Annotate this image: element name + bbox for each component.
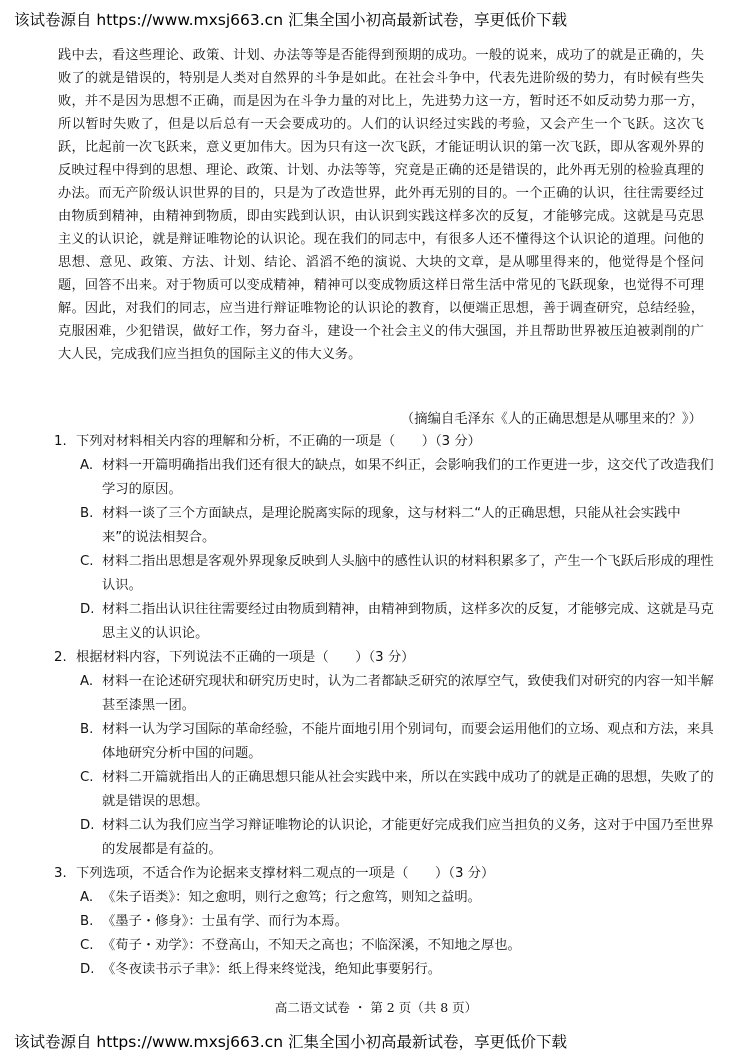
question-stem: 根据材料内容，下列说法不正确的一项是（ ）（3 分） [76, 650, 415, 665]
option-b: B. 材料一认为学习国际的革命经验，不能片面地引用个别词句，而要会运用他们的立场、观点和方法，来具体地研究分析中国的问题。 [80, 722, 714, 761]
option-a: A. 《朱子语类》：知之愈明，则行之愈笃；行之愈笃，则知之益明。 [80, 890, 481, 905]
source-banner-top: 该试卷源自 https://www.mxsj663.cn 汇集全国小初高最新试卷，享更低价下载 [14, 11, 567, 29]
passage-source: （摘编自毛泽东《人的正确思想是从哪里来的？》） [400, 412, 702, 427]
option-c: C. 《荀子・劝学》：不登高山，不知天之高也；不临深溪，不知地之厚也。 [80, 938, 521, 953]
option-c: C. 材料二开篇就指出人的正确思想只能从社会实践中来，所以在实践中成功了的就是正确的思想，失败了的就是错误的思想。 [80, 770, 714, 809]
option-d: D. 《冬夜读书示子聿》：纸上得来终觉浅，绝知此事要躬行。 [80, 962, 442, 977]
source-banner-bottom: 该试卷源自 https://www.mxsj663.cn 汇集全国小初高最新试卷，享更低价下载 [14, 1033, 567, 1051]
question-stem: 下列选项，不适合作为论据来支撑材料二观点的一项是（ ）（3 分） [76, 866, 495, 881]
question-1 [54, 430, 714, 646]
option-d: D. 材料二指出认识往往需要经过由物质到精神，由精神到物质，这样多次的反复，才能够完成、这就是马克思主义的认识论。 [80, 602, 714, 641]
question-number: 3. [54, 866, 67, 881]
option-b: B. 材料一谈了三个方面缺点，是理论脱离实际的现象，这与材料二“人的正确思想，只能从社会实践中来”的说法相契合。 [80, 506, 681, 545]
option-a: A. 材料一开篇明确指出我们还有很大的缺点，如果不纠正，会影响我们的工作更进一步，这交代了改造我们学习的原因。 [80, 458, 714, 497]
question-list [54, 430, 714, 982]
question-2 [54, 646, 714, 862]
question-number: 2. [54, 650, 67, 665]
option-b: B. 《墨子・修身》：士虽有学、而行为本焉。 [80, 914, 348, 929]
option-c: C. 材料二指出思想是客观外界现象反映到人头脑中的感性认识的材料积累多了，产生一个飞跃后形成的理性认识。 [80, 554, 714, 593]
question-3 [54, 862, 714, 982]
passage-text: 践中去，看这些理论、政策、计划、办法等等是否能得到预期的成功。一般的说来，成功了的就是正确的，失败了的就是错误的，特别是人类对自然界的斗争是如此。在社会斗争中，代表先进阶级的势力，有时候有些失败，并不是因为思想不正确，而是因为在斗争力量的对比上，先进势力这一方，暂时还不如反动势力那一方，所以暂时失败了，但是以后总有一天会要成功的。人们的认识经过实践的考验，又会产生一个飞跃。这次飞跃，比起前一次飞跃来，意义更加伟大。因为只有这一次飞跃，才能证明认识的第一次飞跃，即从客观外界的反映过程中得到的思想、理论、政策、计划、办法等等，究竟是正确的还是错误的，此外再无别的检验真理的办法。而无产阶级认识世界的目的，只是为了改造世界，此外再无别的目的。一个正确的认识，往往需要经过由物质到精神，由精神到物质，即由实践到认识，由认识到实践这样多次的反复，才能够完成。这就是马克思主义的认识论，就是辩证唯物论的认识论。现在我们的同志中，有很多人还不懂得这个认识论的道理。问他的思想、意见、政策、方法、计划、结论、滔滔不绝的演说、大块的文章，是从哪里得来的，他觉得是个怪问题，回答不出来。对于物质可以变成精神，精神可以变成物质这样日常生活中常见的飞跃现象，也觉得不可理解。因此，对我们的同志，应当进行辩证唯物论的认识论的教育，以便端正思想，善于调查研究，总结经验，克服困难，少犯错误，做好工作，努力奋斗，建设一个社会主义的伟大强国，并且帮助世界被压迫被剥削的广大人民，完成我们应当担负的国际主义的伟大义务。 [58, 48, 704, 362]
page-footer: 高二语文试卷 ・ 第 2 页（共 8 页） [274, 1000, 478, 1015]
option-d: D. 材料二认为我们应当学习辩证唯物论的认识论，才能更好完成我们应当担负的义务，这对于中国乃至世界的发展都是有益的。 [80, 818, 714, 857]
question-stem: 下列对材料相关内容的理解和分析，不正确的一项是（ ）（3 分） [76, 434, 481, 449]
option-a: A. 材料一在论述研究现状和研究历史时，认为二者都缺乏研究的浓厚空气，致使我们对研究的内容一知半解甚至漆黑一团。 [80, 674, 714, 713]
question-number: 1. [54, 434, 67, 449]
